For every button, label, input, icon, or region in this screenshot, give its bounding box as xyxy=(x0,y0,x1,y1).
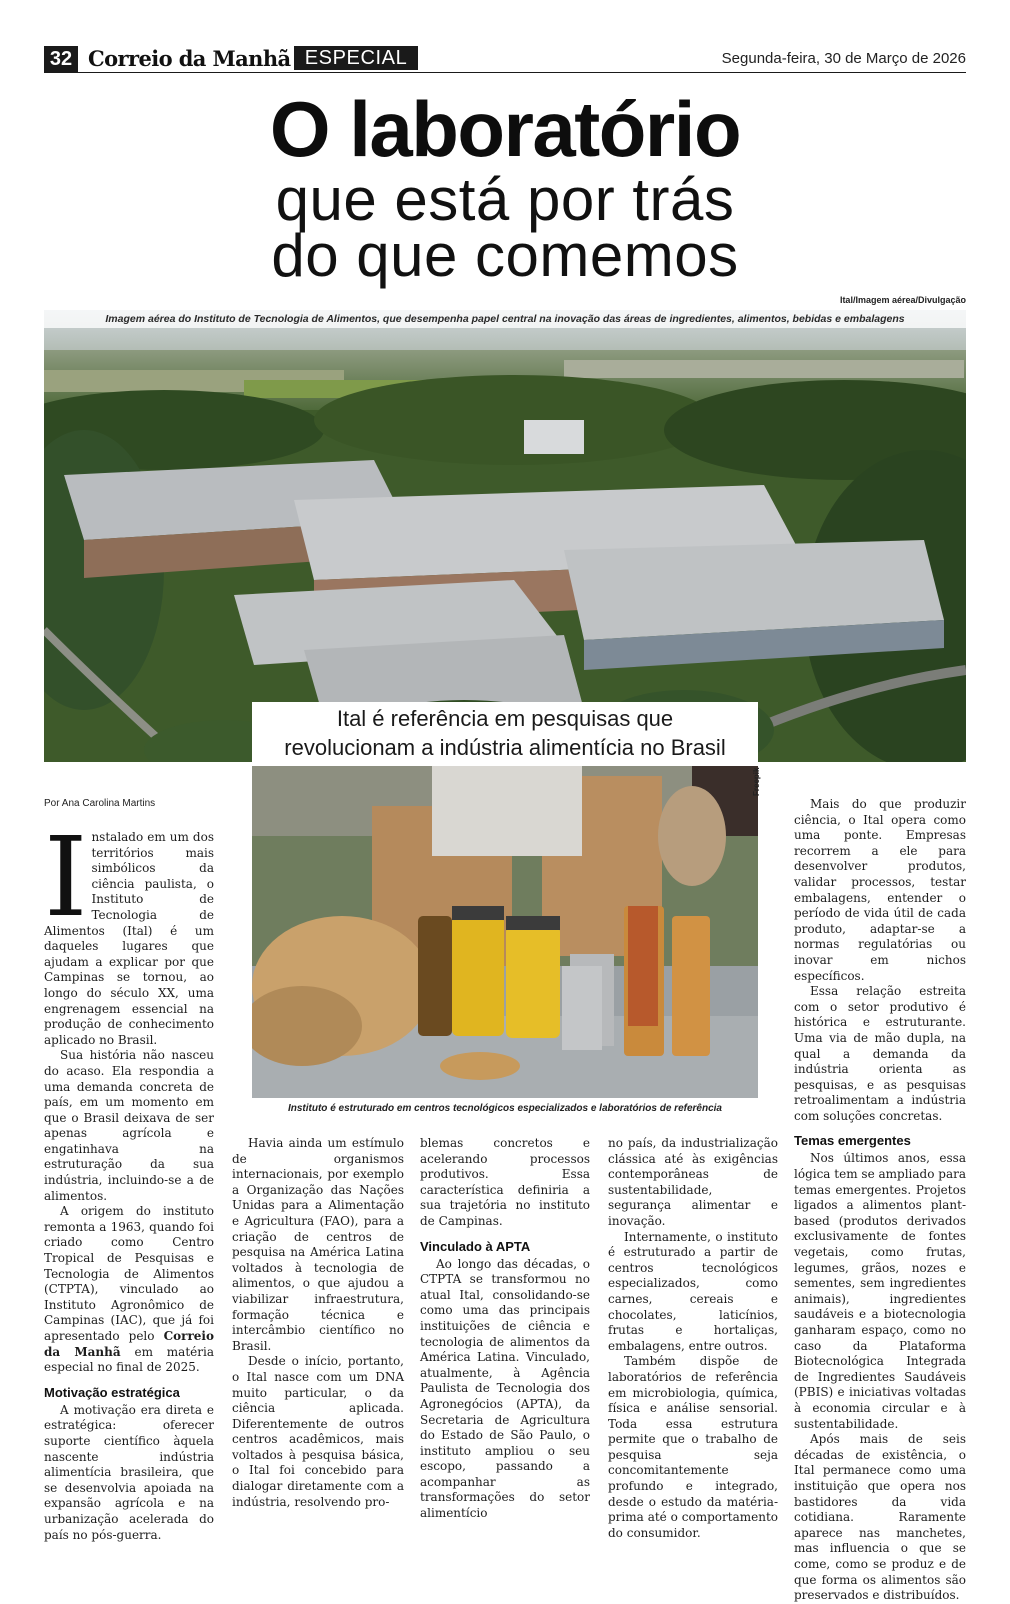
article-paragraph: Sua história não nasceu do acaso. Ela respondia a uma demanda concreta de país, em um momento em que o Brasil deixava de ser apenas agrícola e engatinhava na estruturação da sua indústria, incluindo-se a de alimentos. xyxy=(44,1048,214,1203)
article-paragraph: Nos últimos anos, essa lógica tem se ampliado para temas emergentes. Projetos ligados a alimentos plant-based (produtos derivados exclusivamente de fontes vegetais, como frutas, legumes, grãos, nozes e sementes, sem ingredientes animais), ingredientes saudáveis e a biotecnologia ganharam espaço, como no caso da Plataforma Biotecnológica Integrada de Ingredientes Saudáveis (PBIS) e iniciativas voltadas à economia circular e à sustentabilidade. xyxy=(794,1151,966,1431)
subheading-motivacao: Motivação estratégica xyxy=(44,1384,180,1400)
article-paragraph: A motivação era direta e estratégica: oferecer suporte científico àquela nascente indústria alimentícia brasileira, que se desenvolvia apoiada na expansão agrícola e na urbanização acelerada do país no pós-guerra. xyxy=(44,1402,214,1542)
byline: Por Ana Carolina Martins xyxy=(44,798,156,809)
food-photo-credit: Freepik xyxy=(752,767,761,796)
article-paragraph: Mais do que produzir ciência, o Ital opera como uma ponte. Empresas recorrem a ele para desenvolver produtos, validar processos, testar embalagens, entender o período de vida útil de cada produto, adaptar-se a normas regulatórias ou inovar em nichos específicos. xyxy=(794,797,966,983)
aerial-photo-caption: Imagem aérea do Instituto de Tecnologia de Alimentos, que desempenha papel central na inovação das áreas de ingredientes, alimentos, bebidas e embalagens xyxy=(44,310,966,328)
article-paragraph: Ao longo das décadas, o CTPTA se transformou no atual Ital, consolidando-se como uma das principais instituições de ciência e tecnologia de alimentos da América Latina. Vinculado, atualmente, à Agência Paulista de Tecnologia dos Agronegócios (APTA), da Secretaria de Agricultura do Estado de São Paulo, o instituto ampliou o seu escopo, passando a acompanhar as transformações do setor alimentício xyxy=(420,1256,590,1521)
subheading-temas: Temas emergentes xyxy=(794,1133,911,1149)
subheadline-line2: revolucionam a indústria alimentícia no Brasil xyxy=(284,735,726,760)
section-tag: ESPECIAL xyxy=(294,46,418,70)
article-paragraph: Instalado em um dos territórios mais simbólicos da ciência paulista, o Instituto de Tecnologia de Alimentos (Ital) é um daqueles lugares que ajudam a explicar por que Campinas se tornou, ao longo do século XX, uma engrenagem essencial na produção de conhecimento aplicado no Brasil. xyxy=(44,813,214,1047)
article-paragraph: Também dispõe de laboratórios de referência em microbiologia, química, física e análise sensorial. Toda essa estrutura permite que o trabalho de pesquisa seja concomitantemente profundo e integrado, desde o estudo da matéria-prima até o comportamento do consumidor. xyxy=(608,1354,778,1540)
food-photo-caption: Instituto é estruturado em centros tecnológicos especializados e laboratórios de referência xyxy=(287,1103,722,1114)
article-paragraph: no país, da industrialização clássica até às exigências contemporâneas de sustentabilidade, segurança alimentar e inovação. xyxy=(608,1136,778,1228)
article-paragraph: Essa relação estreita com o setor produtivo é histórica e estruturante. Uma via de mão dupla, na qual a demanda da indústria orienta as pesquisas, e as pesquisas retroalimentam a indústria com soluções concretas. xyxy=(794,984,966,1123)
food-photo xyxy=(252,766,758,1098)
aerial-photo xyxy=(44,310,966,762)
headline-sub-line2: do que comemos xyxy=(271,222,739,289)
article-paragraph: A origem do instituto remonta a 1963, quando foi criado como Centro Tropical de Pesquisas e Tecnologia de Alimentos (CTPTA), vinculado ao Instituto Agronômico de Campinas (IAC), que já foi apresentado pelo Correio da Manhã em matéria especial no final de 2025. xyxy=(44,1204,214,1375)
page-number: 32 xyxy=(44,46,78,72)
headline-main: O laboratório xyxy=(269,85,741,173)
issue-date: Segunda-feira, 30 de Março de 2026 xyxy=(721,50,966,67)
article-column-1 xyxy=(44,813,214,1543)
subheading-apta: Vinculado à APTA xyxy=(420,1238,531,1254)
masthead-logo: Correio da Manhã xyxy=(88,46,291,71)
header-rule xyxy=(44,72,966,73)
dropcap: I xyxy=(44,813,88,941)
headline-sub-line1: que está por trás xyxy=(275,166,735,233)
article-column-5 xyxy=(794,797,966,1604)
subheadline-line1: Ital é referência em pesquisas que xyxy=(336,706,674,731)
article-column-3 xyxy=(420,1136,590,1522)
article-paragraph: Internamente, o instituto é estruturado a partir de centros tecnológicos especializados, como carnes, cereais e chocolates, laticínios, frutas e hortaliças, embalagens, entre outros. xyxy=(608,1229,778,1353)
article-paragraph: Após mais de seis décadas de existência, o Ital permanece como uma instituição que opera nos bastidores da vida cotidiana. Raramente aparece nas manchetes, mas influencia o que se come, como se produz e de que forma os alimentos são preservados e distribuídos. xyxy=(794,1432,966,1603)
article-paragraph: Desde o início, portanto, o Ital nasce com um DNA muito particular, o da ciência aplicada. Diferentemente de outros centros acadêmicos, mais voltados à pesquisa básica, o Ital foi concebido para dialogar diretamente com a indústria, resolvendo pro- xyxy=(232,1354,404,1509)
aerial-photo-credit: Ital/Imagem aérea/Divulgação xyxy=(839,295,966,305)
article-paragraph: Havia ainda um estímulo de organismos internacionais, por exemplo a Organização das Nações Unidas para a Alimentação e Agricultura (FAO), para a criação de centros de pesquisa na América Latina voltados à tecnologia de alimentos, o que ajudou a viabilizar infraestrutura, formação técnica e intercâmbio científico no Brasil. xyxy=(232,1136,404,1353)
article-column-2 xyxy=(232,1136,404,1510)
article-paragraph: blemas concretos e acelerando processos produtivos. Essa característica definiria a sua trajetória no instituto de Campinas. xyxy=(420,1136,590,1228)
article-column-4 xyxy=(608,1136,778,1541)
